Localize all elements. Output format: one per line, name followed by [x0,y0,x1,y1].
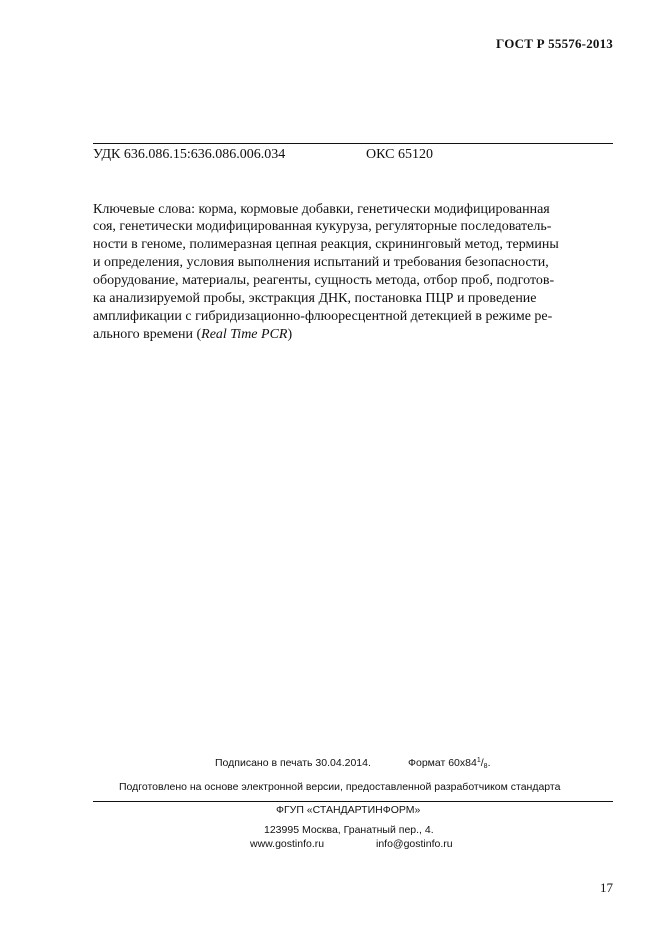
publisher-email: info@gostinfo.ru [376,838,453,850]
keywords-line: и определения, условия выполнения испытаний и требования безопасности, [93,255,549,270]
keywords-last-suffix: ) [287,327,293,342]
format-suffix: . [487,757,491,769]
keywords-last-italic: Real Time PCR [201,327,288,342]
format-sup: 1 [476,757,481,764]
keywords-line: ка анализируемой пробы, экстракция ДНК, постановка ПЦР и проведение [93,291,537,306]
keywords-line: Ключевые слова: корма, кормовые добавки, генетически модифицированная [93,202,550,217]
keywords-line: соя, генетически модифицированная кукуруза, регуляторные последователь- [93,219,552,234]
classification-line [93,147,433,163]
publisher-website: www.gostinfo.ru [250,838,325,850]
oks-code: ОКС 65120 [366,147,433,162]
format-sub: 8 [483,763,488,770]
prepared-note: Подготовлено на основе электронной версии, предоставленной разработчиком стандарта [119,781,561,793]
footer-divider [93,801,613,802]
signed-date: Подписано в печать 30.04.2014. [215,757,371,769]
publisher-address: 123995 Москва, Гранатный пер., 4. [264,824,434,836]
format-slash: / [480,757,484,769]
page-number: 17 [600,880,613,895]
format-prefix: Формат 60x84 [408,757,477,769]
udk-code: УДК 636.086.15:636.086.006.034 [93,147,286,162]
keywords-line: амплификации с гибридизационно-флюоресцентной детекцией в режиме ре- [93,309,553,324]
top-divider [93,143,613,144]
standard-code: ГОСТ Р 55576-2013 [496,36,613,51]
keywords-last-line [93,326,618,343]
print-format [408,757,490,770]
publisher-name: ФГУП «СТАНДАРТИНФОРМ» [276,804,421,816]
keywords-last-prefix: ального времени ( [93,327,202,342]
keywords-line: оборудование, материалы, реагенты, сущность метода, отбор проб, подготов- [93,273,555,288]
keywords-line: ности в геноме, полимеразная цепная реакция, скрининговый метод, термины [93,237,559,252]
